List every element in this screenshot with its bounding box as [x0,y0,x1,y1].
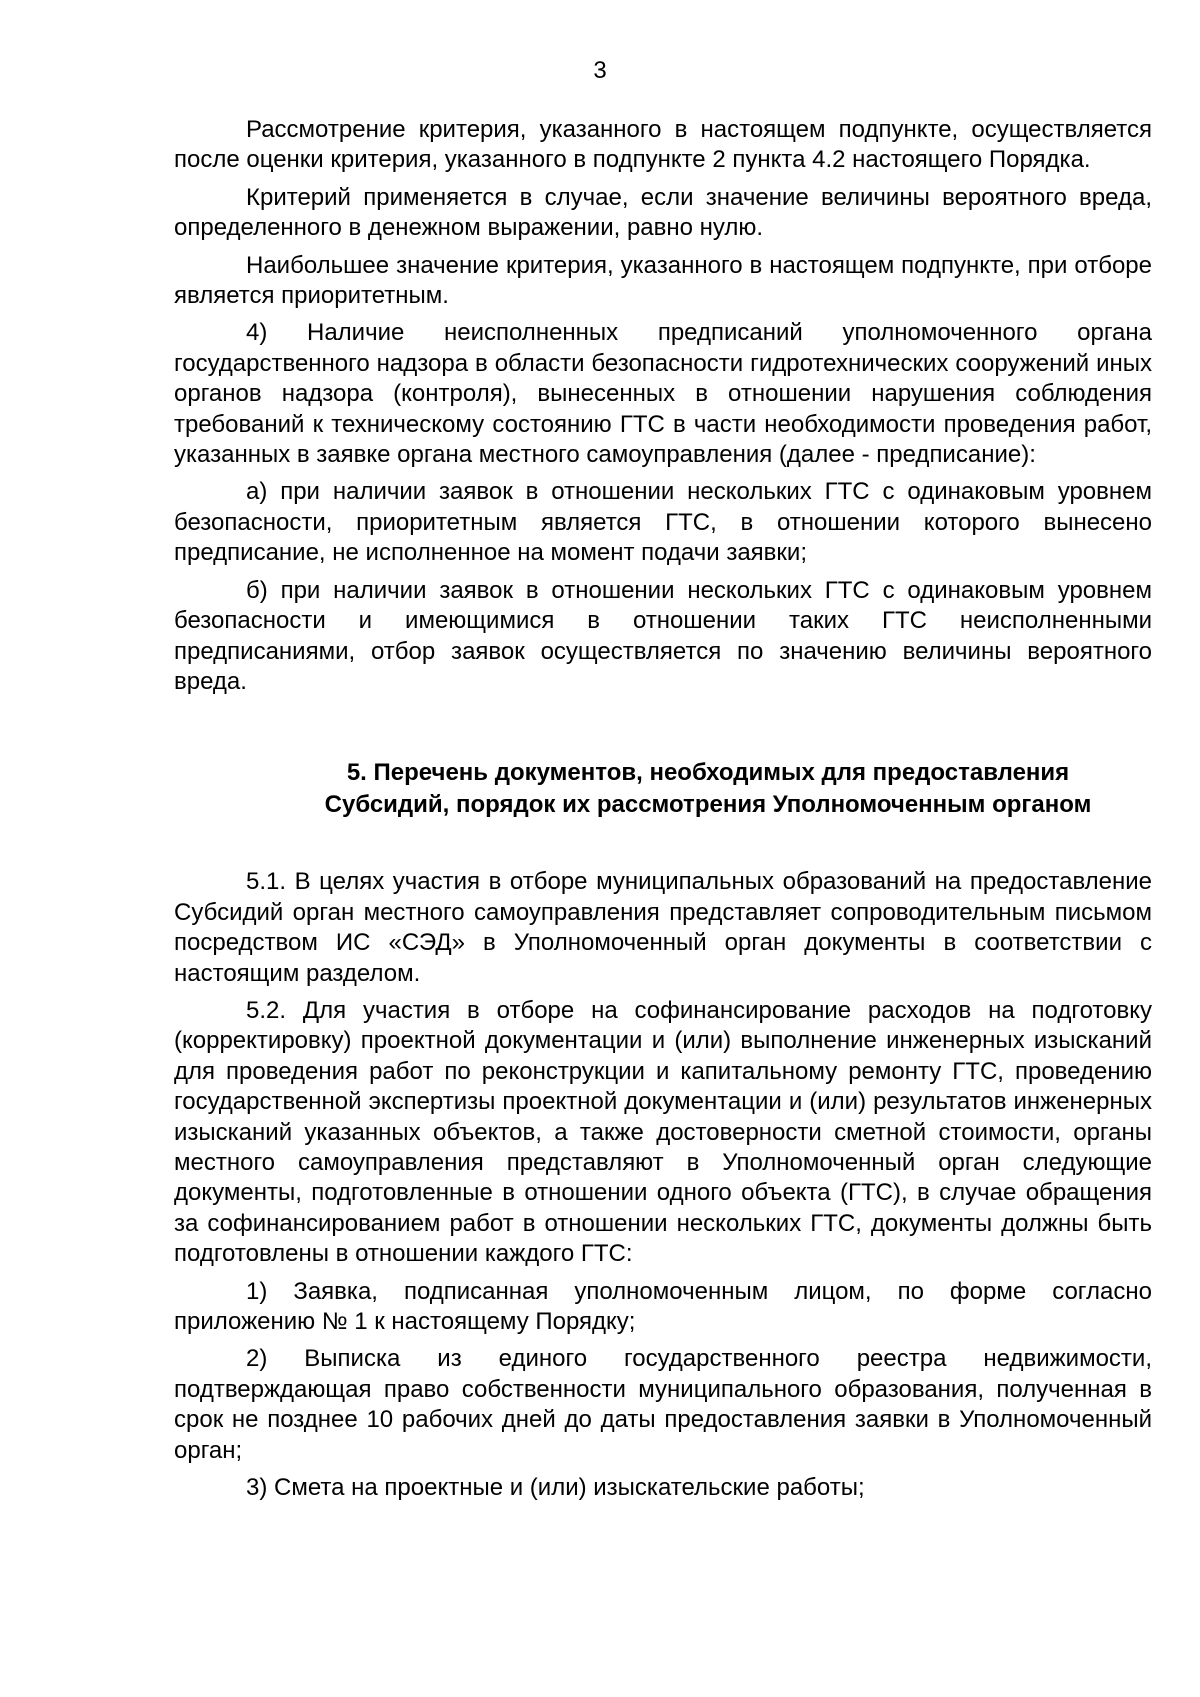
paragraph: 1) Заявка, подписанная уполномоченным лицом, по форме согласно приложению № 1 к настоящему Порядку; [174,1277,1152,1335]
paragraph: 3) Смета на проектные и (или) изыскательские работы; [246,1474,865,1502]
paragraph: Критерий применяется в случае, если значение величины вероятного вреда, определенного в денежном выражении, равно нулю. [174,183,1152,242]
section-heading-line: 5. Перечень документов, необходимых для предоставления [346,759,1070,787]
section-heading [174,757,1152,821]
page-number: 3 [593,57,607,84]
paragraph: 2) Выписка из единого государственного реестра недвижимости, подтверждающая право собственности муниципального образования, полученная в срок не позднее 10 рабочих дней до даты предоставления заявки в Уполномоченный орган; [174,1345,1152,1464]
paragraph: Рассмотрение критерия, указанного в настоящем подпункте, осуществляется после оценки критерия, указанного в подпункте 2 пункта 4.2 настоящего Порядка. [174,116,1152,174]
paragraph: 5.2. Для участия в отборе на софинансирование расходов на подготовку (корректировку) проектной документации и (или) выполнение инженерных изысканий для проведения работ по реконструкции и капитальному ремонту ГТС, проведению государственной экспертизы проектной документации и (или) результатов инженерных изысканий указанных объектов, а также достоверности сметной стоимости, органы местного самоуправления представляют в Уполномоченный орган следующие документы, подготовленные в отношении одного объекта (ГТС), в случае обращения за софинансированием работ в отношении нескольких ГТС, документы должны быть подготовлены в отношении каждого ГТС: [174,996,1152,1268]
paragraph: а) при наличии заявок в отношении нескольких ГТС с одинаковым уровнем безопасности, приоритетным является ГТС, в отношении которого вынесено предписание, не исполненное на момент подачи заявки; [174,478,1152,567]
paragraph: б) при наличии заявок в отношении нескольких ГТС с одинаковым уровнем безопасности и имеющимися в отношении таких ГТС неисполненными предписаниями, отбор заявок осуществляется по значению величины вероятного вреда. [174,576,1152,695]
section-heading-line: Субсидий, порядок их рассмотрения Уполномоченным органом [324,791,1092,819]
paragraph: 5.1. В целях участия в отборе муниципальных образований на предоставление Субсидий орган местного самоуправления представляет сопроводительным письмом посредством ИС «СЭД» в Уполномоченный орган документы в соответствии с настоящим разделом. [174,868,1152,987]
document-body [174,115,1152,1510]
paragraph: 4) Наличие неисполненных предписаний уполномоченного органа государственного надзора в области безопасности гидротехнических сооружений иных органов надзора (контроля), вынесенных в отношении нарушения соблюдения требований к техническому состоянию ГТС в части необходимости проведения работ, указанных в заявке органа местного самоуправления (далее - предписание): [174,319,1152,469]
paragraph: Наибольшее значение критерия, указанного в настоящем подпункте, при отборе является приоритетным. [174,251,1152,310]
